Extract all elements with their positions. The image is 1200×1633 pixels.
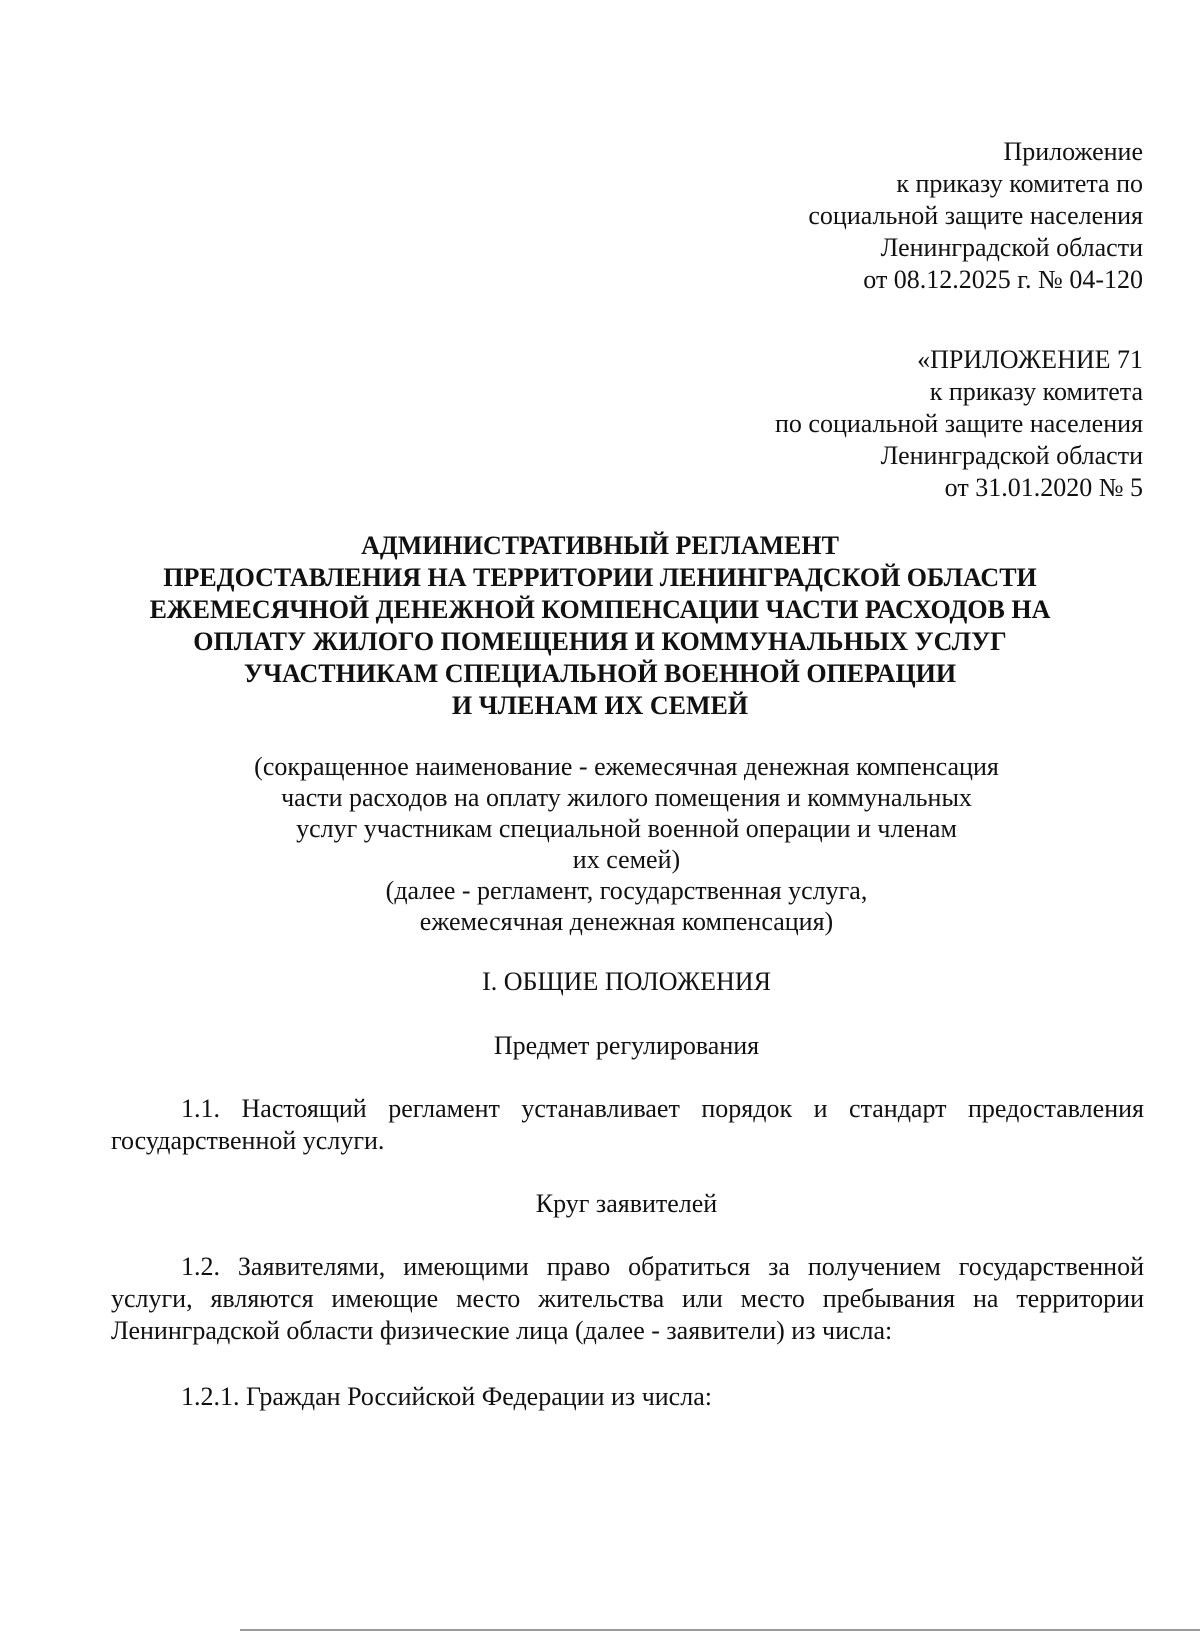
- subtitle-line: ежемесячная денежная компенсация): [419, 907, 834, 936]
- paragraph-1-2: [111, 1251, 1144, 1347]
- annex-current-line: Приложение: [1003, 137, 1143, 166]
- subsection-heading-subject: Предмет регулирования: [493, 1031, 760, 1060]
- annex-current-line: к приказу комитета по: [896, 169, 1143, 198]
- annex-current-line: от 08.12.2025 г. № 04-120: [863, 265, 1143, 294]
- document-subtitle: [0, 751, 1200, 937]
- subtitle-line: части расходов на оплату жилого помещения и коммунальных: [281, 783, 972, 812]
- paragraph-1-1: [111, 1093, 1144, 1157]
- annex-current-line: социальной защите населения: [808, 201, 1143, 230]
- section-heading: I. ОБЩИЕ ПОЛОЖЕНИЯ: [482, 967, 771, 996]
- subtitle-line: их семей): [572, 845, 681, 874]
- subtitle-line: (далее - регламент, государственная услуга,: [385, 876, 868, 905]
- title-line: ПРЕДОСТАВЛЕНИЯ НА ТЕРРИТОРИИ ЛЕНИНГРАДСКОЙ ОБЛАСТИ: [163, 563, 1037, 592]
- annex-original-line: по социальной защите населения: [774, 409, 1143, 438]
- subsection-heading-applicants: Круг заявителей: [535, 1189, 718, 1218]
- subtitle-line: (сокращенное наименование - ежемесячная денежная компенсация: [254, 752, 999, 781]
- annex-original-line: Ленинградской области: [880, 441, 1143, 470]
- subtitle-line: услуг участникам специальной военной операции и членам: [296, 814, 957, 843]
- paragraph-1-2-1: [111, 1381, 1144, 1413]
- title-line: ОПЛАТУ ЖИЛОГО ПОМЕЩЕНИЯ И КОММУНАЛЬНЫХ УСЛУГ: [193, 627, 1007, 656]
- paragraph-1-2-1-text: 1.2.1. Граждан Российской Федерации из числа:: [181, 1382, 712, 1411]
- scan-edge-line: [240, 1629, 1200, 1631]
- document-title: [0, 530, 1200, 722]
- annex-current-block: [808, 136, 1143, 296]
- title-line: АДМИНИСТРАТИВНЫЙ РЕГЛАМЕНТ: [361, 531, 839, 560]
- title-line: УЧАСТНИКАМ СПЕЦИАЛЬНОЙ ВОЕННОЙ ОПЕРАЦИИ: [243, 659, 957, 688]
- annex-current-line: Ленинградской области: [880, 233, 1143, 262]
- paragraph-1-2-text: 1.2. Заявителями, имеющими право обратиться за получением государственной услуги, являются имеющие место жительства или место пребывания на территории Ленинградской области физические лица (далее - заявители) из числа:: [111, 1252, 1144, 1345]
- annex-original-line: к приказу комитета: [929, 377, 1143, 406]
- annex-original-line: «ПРИЛОЖЕНИЕ 71: [917, 345, 1143, 374]
- title-line: ЕЖЕМЕСЯЧНОЙ ДЕНЕЖНОЙ КОМПЕНСАЦИИ ЧАСТИ РАСХОДОВ НА: [149, 595, 1051, 624]
- paragraph-1-1-text: 1.1. Настоящий регламент устанавливает порядок и стандарт предоставления государственной услуги.: [111, 1094, 1144, 1155]
- annex-original-block: [775, 344, 1143, 504]
- title-line: И ЧЛЕНАМ ИХ СЕМЕЙ: [451, 691, 749, 720]
- annex-original-line: от 31.01.2020 № 5: [944, 473, 1143, 502]
